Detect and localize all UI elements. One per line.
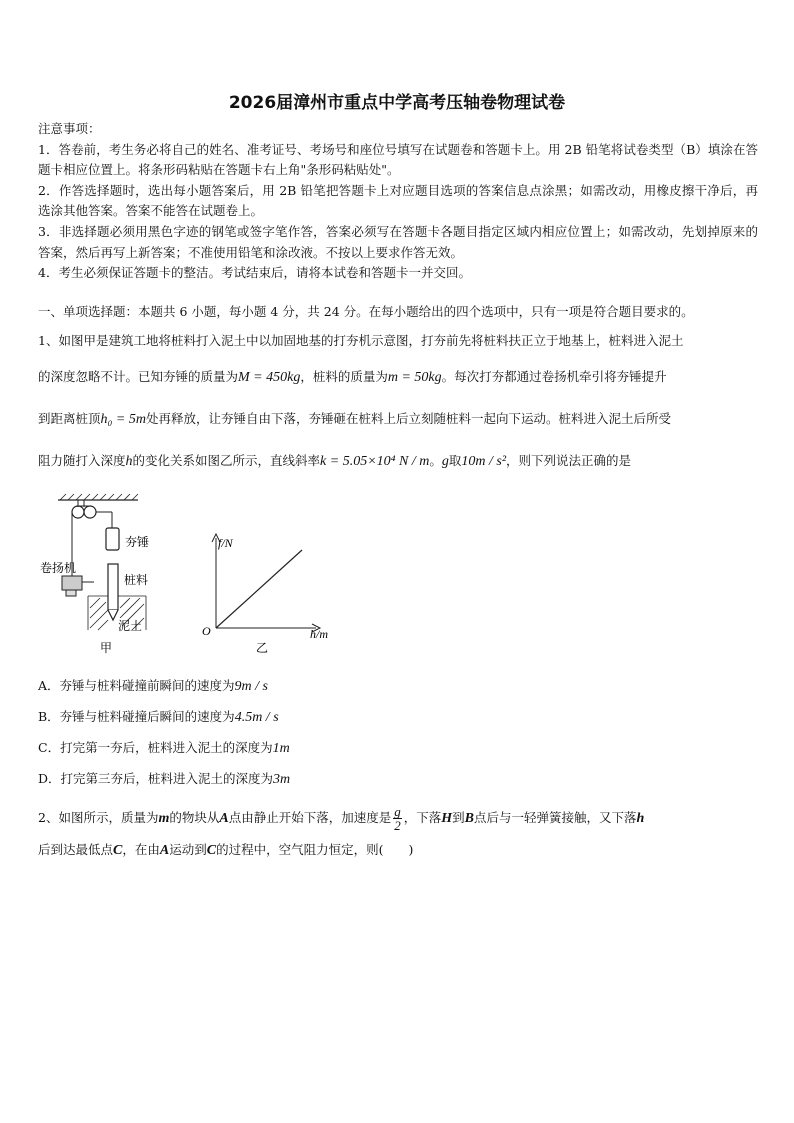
option-b-value: 4.5m / s [234, 710, 279, 725]
option-b-text: B．夯锤与桩料碰撞后瞬间的速度为 [38, 709, 235, 724]
option-a-value: 9m / s [234, 679, 268, 694]
fraction-numerator: g [394, 804, 401, 819]
hammer-mass: M = 450kg [238, 370, 301, 385]
graph-line [216, 550, 302, 628]
q2-text: 的物块从 [169, 810, 220, 825]
q2-text: ，在由 [122, 842, 160, 857]
q2-text: 到 [452, 810, 465, 825]
q1-text: 。每次打夯都通过卷扬机牵引将夯锤提升 [441, 369, 667, 384]
graph-origin: O [202, 624, 211, 638]
q1-text: 到距离桩顶 [38, 411, 101, 426]
notes-heading: 注意事项： [38, 121, 101, 136]
winch-shape [62, 576, 82, 590]
page-title: 2026届漳州市重点中学高考压轴卷物理试卷 [228, 93, 566, 113]
q1-figure [38, 490, 358, 660]
notes-item-1: 1．答卷前，考生务必将自己的姓名、准考证号、考场号和座位号填写在试题卷和答题卡上。用 2B 铅笔将试卷类型（B）填涂在答题卡相应位置上。将条形码粘贴在答题卡右上角"条形码粘贴处"。 [38, 141, 758, 178]
hammer-label: 夯锤 [125, 535, 150, 549]
gravity-variable: g [441, 454, 449, 469]
depth-variable: h [125, 454, 133, 469]
q2-line-1 [38, 800, 758, 836]
notes-item-4: 4．考生必须保证答题卡的整洁。考试结束后，请将本试卷和答题卡一并交回。 [38, 265, 471, 281]
q1-text: 的变化关系如图乙所示，直线斜率 [132, 453, 321, 468]
release-height: h₀ = 5m [100, 412, 146, 427]
fraction-denominator: 2 [394, 818, 401, 833]
q2-point-c: C [113, 843, 123, 858]
pulley-left [72, 506, 84, 518]
option-b[interactable] [38, 707, 758, 738]
option-c-text: C．打完第一夯后，桩料进入泥土的深度为 [38, 740, 273, 755]
q1-text: 取 [448, 453, 462, 468]
graph-x-label: h/m [310, 627, 328, 641]
section-heading: 一、单项选择题：本题共 6 小题，每小题 4 分，共 24 分。在每小题给出的四个选项中，只有一项是符合题目要求的。 [38, 304, 694, 319]
notes-block [38, 119, 758, 284]
question-1 [38, 331, 758, 469]
option-d[interactable] [38, 769, 758, 800]
q2-mass: m [158, 811, 170, 826]
option-c[interactable] [38, 738, 758, 769]
q2-text: 运动到 [169, 842, 207, 857]
caption-b: 乙 [256, 641, 269, 655]
q2-line-2 [38, 840, 758, 861]
q2-text: 2、如图所示，质量为 [38, 810, 159, 825]
slope-value: k = 5.05×10⁴ N / m [320, 454, 430, 469]
q2-point-c: C [206, 843, 217, 858]
q1-line-1: 1、如图甲是建筑工地将桩料打入泥土中以加固地基的打夯机示意图，打夯前先将桩料扶正立于地基上，桩料进入泥土 [38, 333, 684, 348]
caption-a: 甲 [100, 641, 113, 655]
soil-label: 泥土 [118, 619, 143, 633]
pile-label: 桩料 [124, 573, 149, 587]
q1-text: 处再释放，让夯锤自由下落，夯锤砸在桩料上后立刻随桩料一起向下运动。桩料进入泥土后所受 [145, 411, 671, 426]
option-d-value: 3m [273, 772, 291, 787]
pile-mass: m = 50kg [387, 370, 442, 385]
q1-line-3 [38, 409, 671, 430]
q2-point-a: A [219, 811, 229, 826]
ceiling-hatch [60, 494, 138, 500]
q2-text: ，下落 [403, 810, 442, 825]
q2-text: 后到达最低点 [38, 842, 114, 857]
notes-item-2: 2．作答选择题时，选出每小题答案后，用 2B 铅笔把答题卡上对应题目选项的答案信息点涂黑；如需改动，用橡皮擦干净后，再选涂其他答案。答案不能答在试题卷上。 [38, 182, 758, 219]
hammer-shape [106, 528, 119, 550]
gravity-value: 10m / s² [461, 454, 507, 469]
pulley-right [84, 506, 96, 518]
option-d-text: D．打完第三夯后，桩料进入泥土的深度为 [38, 771, 274, 786]
q2-text: 的过程中，空气阻力恒定，则( ) [216, 842, 414, 857]
q2-height-h: h [636, 811, 645, 826]
pile-shape [108, 564, 118, 610]
option-a-text: A．夯锤与桩料碰撞前瞬间的速度为 [38, 678, 235, 693]
q2-text: 点后与一轻弹簧接触，又下落 [474, 810, 637, 825]
q1-text: 阻力随打入深度 [38, 453, 126, 468]
q2-height-h-cap: H [441, 811, 453, 826]
q2-point-a: A [159, 843, 170, 858]
winch-label: 卷扬机 [40, 561, 77, 575]
q1-line-2 [38, 367, 667, 388]
option-a[interactable] [38, 676, 758, 707]
q1-text: 。 [429, 453, 442, 468]
question-2 [38, 800, 758, 861]
q1-line-4 [38, 451, 631, 472]
q1-text: ，桩料的质量为 [300, 369, 388, 384]
q1-text: 的深度忽略不计。已知夯锤的质量为 [38, 369, 239, 384]
q1-text: ，则下列说法正确的是 [506, 453, 632, 468]
acceleration-fraction [393, 805, 402, 832]
q1-options [38, 676, 758, 800]
option-c-value: 1m [272, 741, 290, 756]
graph-y-label: f/N [218, 536, 233, 550]
q2-point-b: B [464, 811, 474, 826]
q2-text: 点由静止开始下落，加速度是 [228, 810, 392, 825]
notes-item-3: 3．非选择题必须用黑色字迹的钢笔或签字笔作答，答案必须写在答题卡各题目指定区域内相应位置上；如需改动，先划掉原来的答案，然后再写上新答案；不准使用铅笔和涂改液。不按以上要求作答无效。 [38, 223, 758, 260]
